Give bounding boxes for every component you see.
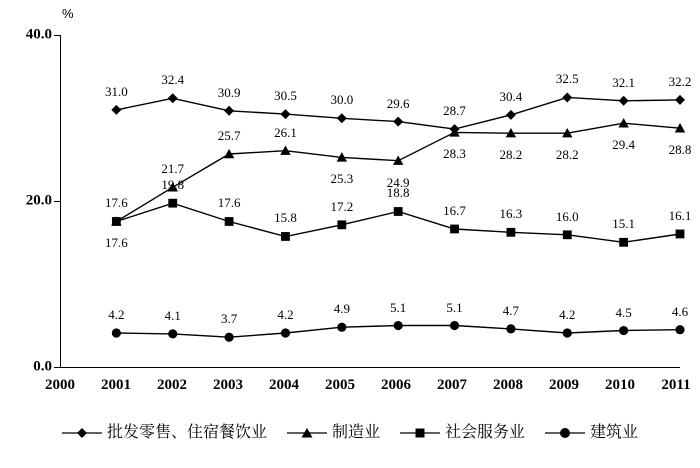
chart-legend: [0, 425, 700, 441]
data-point-marker: [393, 117, 403, 127]
point-label: 4.7: [502, 302, 520, 318]
point-label: 28.3: [443, 146, 466, 162]
point-label: 32.1: [612, 74, 635, 90]
data-point-marker: [450, 225, 459, 234]
point-label: 25.3: [330, 171, 354, 187]
legend-label-3: 建筑业: [590, 424, 639, 441]
data-point-marker: [563, 230, 572, 239]
point-label: 4.1: [164, 307, 181, 323]
point-label: 15.1: [612, 216, 635, 232]
point-label: 4.9: [333, 301, 350, 317]
point-label: 3.7: [220, 311, 238, 327]
plot-area: [25, 26, 692, 393]
data-point-marker: [281, 328, 290, 337]
data-point-marker: [168, 93, 178, 103]
data-point-marker: [394, 321, 403, 330]
series-lines: [60, 35, 680, 368]
data-point-marker: [619, 96, 629, 106]
y-tick-label-0: 0.0: [33, 358, 52, 375]
point-label: 32.4: [161, 72, 185, 88]
legend-item-construction[interactable]: [545, 425, 638, 441]
point-label: 30.4: [499, 88, 523, 104]
point-label: 28.8: [668, 142, 692, 158]
point-label: 5.1: [446, 299, 463, 315]
x-tick-label-10: 2010: [605, 377, 635, 393]
x-tick-label-2: 2002: [157, 377, 187, 393]
x-tick-label-11: 2011: [661, 377, 691, 393]
data-point-marker: [618, 118, 628, 127]
point-label: 26.1: [274, 124, 297, 140]
point-label: 18.8: [386, 185, 410, 201]
x-tick-label-3: 2003: [213, 377, 243, 393]
point-label: 28.7: [443, 103, 466, 119]
point-label: 4.2: [277, 307, 294, 323]
point-label: 16.1: [668, 207, 692, 223]
data-point-marker: [394, 207, 403, 216]
x-tick-label-8: 2008: [493, 377, 523, 393]
point-label: 32.5: [555, 71, 579, 87]
legend-label-2: 社会服务业: [445, 424, 526, 441]
square-marker-icon: [400, 426, 440, 440]
data-point-marker: [450, 321, 459, 330]
point-label: 17.6: [217, 195, 241, 211]
triangle-marker-icon: [287, 426, 327, 440]
y-tick-label-1: 20.0: [25, 192, 52, 209]
legend-item-manufacturing[interactable]: [287, 425, 380, 441]
data-point-marker: [506, 110, 516, 120]
x-tick-label-0: 2000: [45, 377, 75, 393]
point-label: 29.6: [386, 95, 410, 111]
point-label: 31.0: [104, 83, 128, 99]
y-axis-unit-label: %: [62, 6, 74, 21]
x-tick-label-9: 2009: [549, 377, 579, 393]
circle-marker-icon: [545, 426, 585, 440]
data-point-marker: [675, 325, 684, 334]
point-label: 16.7: [443, 202, 466, 218]
point-label: 4.2: [559, 307, 576, 323]
x-tick-label-1: 2001: [101, 377, 131, 393]
point-label: 21.7: [161, 161, 185, 177]
data-point-marker: [619, 326, 628, 335]
point-label: 17.6: [104, 235, 128, 251]
point-label: 30.9: [217, 84, 241, 100]
x-tick-label-7: 2007: [437, 377, 467, 393]
data-point-marker: [112, 328, 121, 337]
x-tick-label-5: 2005: [325, 377, 355, 393]
point-label: 19.8: [161, 177, 185, 193]
legend-item-wholesale-retail[interactable]: [62, 425, 267, 441]
data-point-marker: [337, 113, 347, 123]
data-point-marker: [168, 199, 177, 208]
data-point-marker: [224, 106, 234, 116]
point-label: 15.8: [274, 210, 297, 226]
data-point-marker: [281, 232, 290, 241]
data-point-marker: [337, 323, 346, 332]
point-label: 28.2: [555, 147, 579, 163]
point-label: 16.0: [555, 208, 579, 224]
point-label: 4.2: [108, 307, 125, 323]
data-point-marker: [225, 217, 234, 226]
point-label: 25.7: [217, 128, 241, 144]
x-tick-label-4: 2004: [269, 377, 299, 393]
point-label: 30.0: [330, 92, 354, 108]
data-point-marker: [507, 228, 516, 237]
point-label: 24.9: [386, 174, 410, 190]
data-point-marker: [619, 238, 628, 247]
data-point-marker: [112, 217, 121, 226]
data-point-marker: [563, 328, 572, 337]
data-point-marker: [224, 333, 233, 342]
legend-label-0: 批发零售、住宿餐饮业: [106, 424, 267, 441]
x-tick-label-6: 2006: [381, 377, 411, 393]
data-point-marker: [337, 220, 346, 229]
point-label: 5.1: [390, 299, 407, 315]
legend-label-1: 制造业: [331, 424, 380, 441]
point-label: 4.5: [615, 304, 632, 320]
point-label: 16.3: [499, 206, 523, 222]
data-point-marker: [506, 324, 515, 333]
point-label: 30.5: [274, 88, 297, 104]
point-label: 17.6: [104, 195, 128, 211]
data-point-marker: [676, 230, 685, 239]
point-label: 32.2: [668, 73, 692, 89]
legend-item-social-services[interactable]: [400, 425, 525, 441]
y-tick-label-2: 40.0: [25, 26, 52, 43]
diamond-marker-icon: [62, 426, 102, 440]
data-point-marker: [168, 329, 177, 338]
data-point-marker: [280, 109, 290, 119]
data-point-marker: [111, 105, 121, 115]
point-label: 17.2: [330, 198, 354, 214]
point-label: 29.4: [612, 137, 635, 153]
data-point-marker: [675, 95, 685, 105]
data-point-marker: [562, 92, 572, 102]
point-label: 28.2: [499, 147, 523, 163]
point-label: 4.6: [671, 303, 689, 319]
